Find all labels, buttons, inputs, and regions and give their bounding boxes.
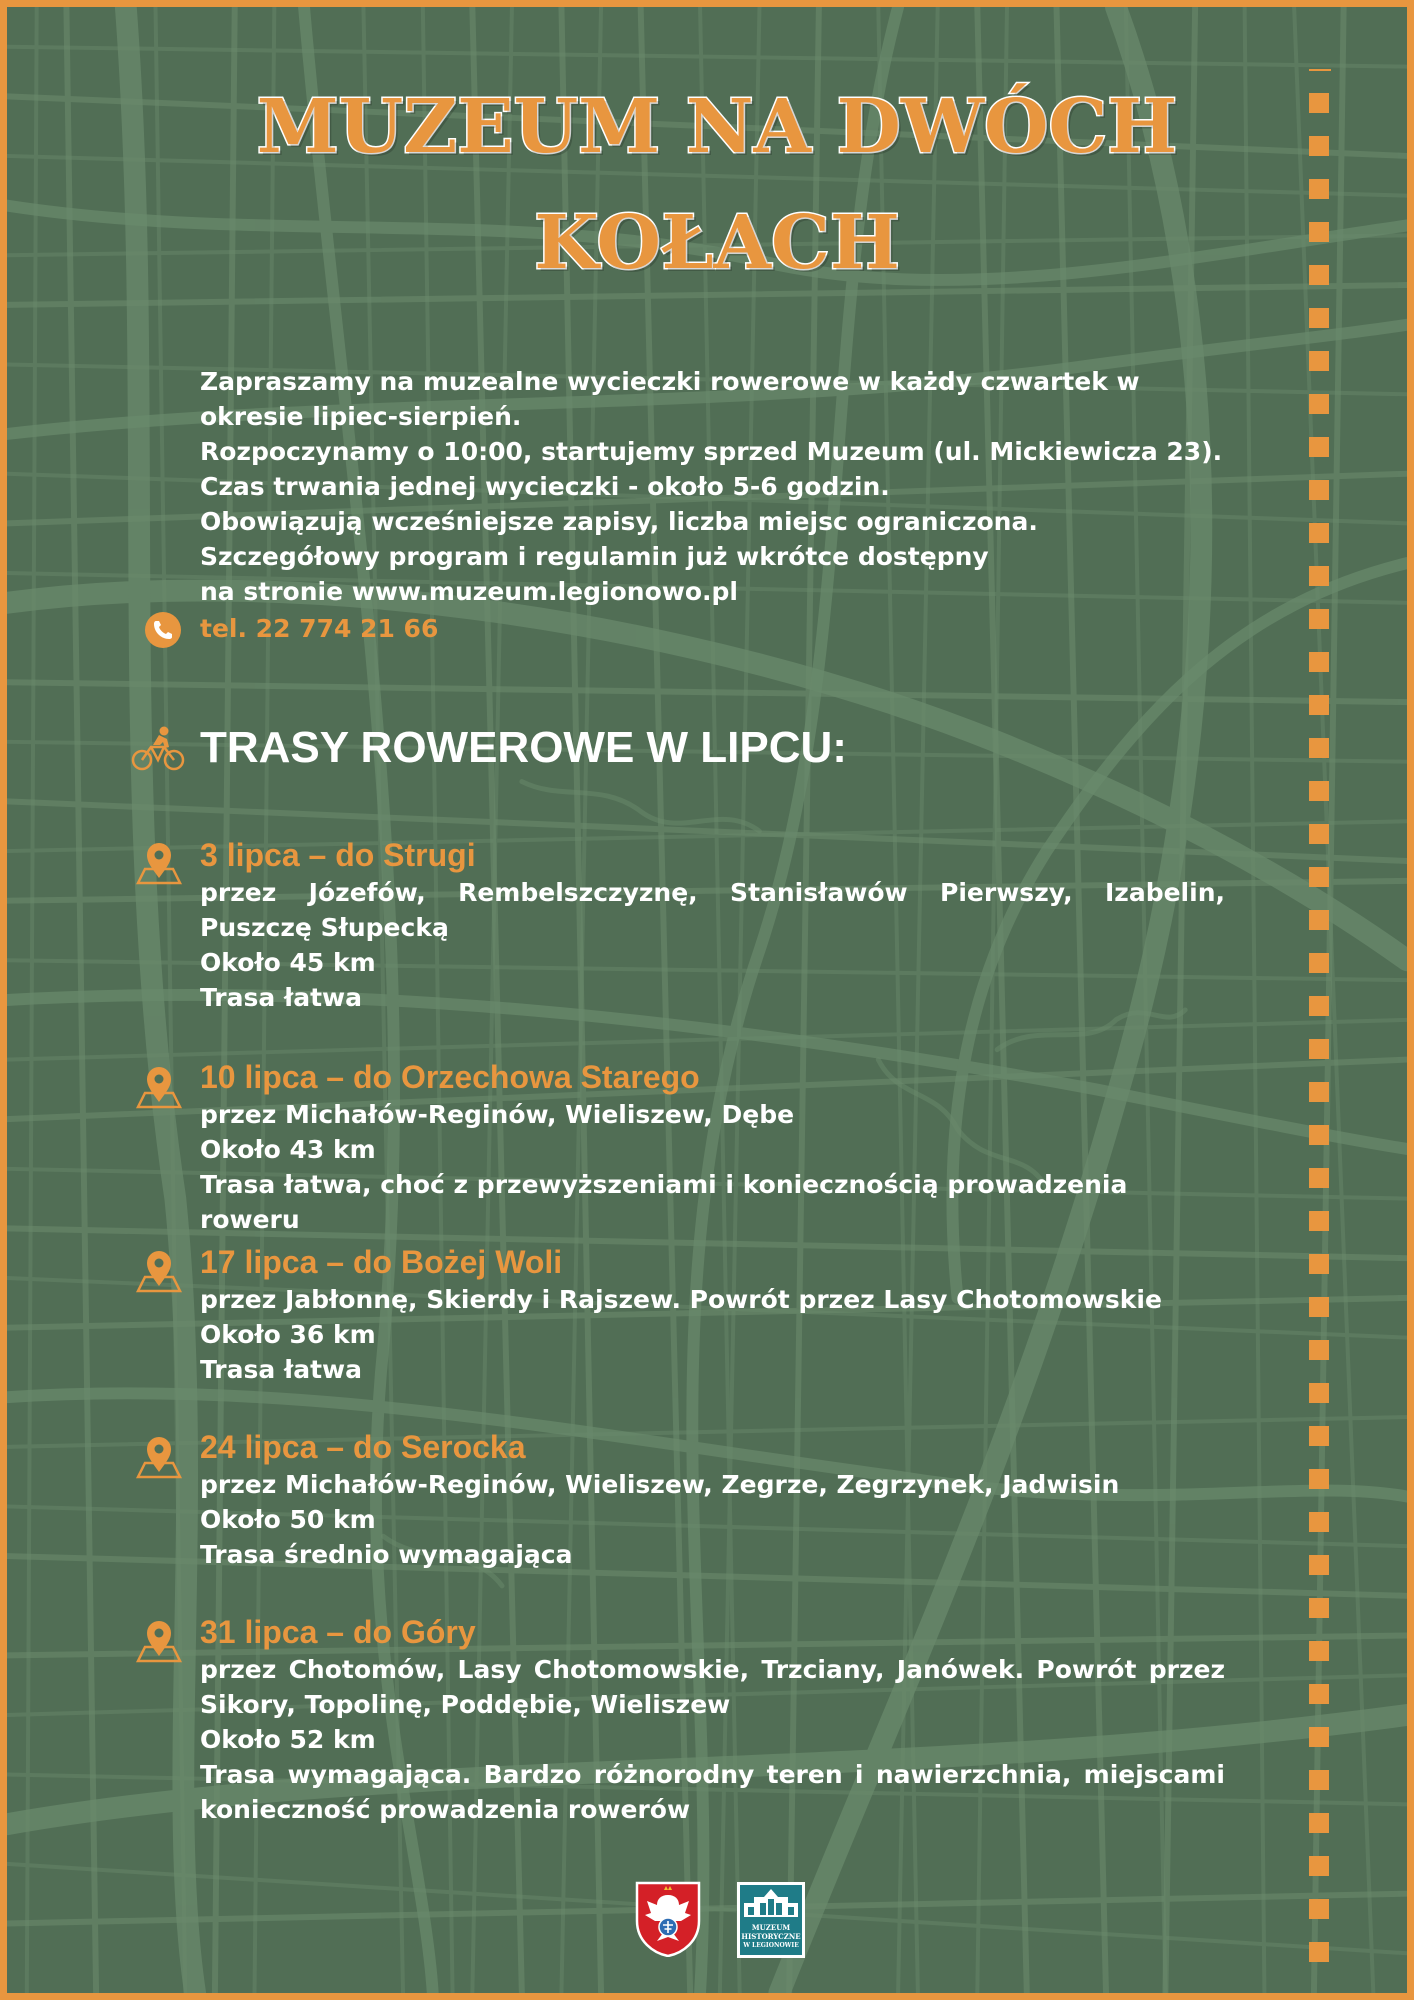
route-via: przez Jabłonnę, Skierdy i Rajszew. Powrót przez Lasy Chotomowskie [200,1285,1162,1314]
museum-logo-line: MUZEUM [751,1923,791,1932]
intro-text [200,364,1230,609]
side-dash [1309,1039,1329,1059]
side-dash [1309,1770,1329,1790]
route-distance: Około 50 km [200,1505,376,1534]
map-pin-icon [135,839,183,885]
map-pin-icon [135,1063,183,1109]
route-via: przez Józefów, Rembelszczyznę, Stanisławów Pierwszy, Izabelin, Puszczę Słupecką [200,878,1225,942]
title-line-1: MUZEUM NA DWÓCH [256,84,1178,170]
route-title: 10 lipca – do Orzechowa Starego [200,1059,700,1095]
museum-logo [736,1881,806,1959]
route-difficulty: Trasa łatwa [200,983,363,1012]
phone-number[interactable]: tel. 22 774 21 66 [200,614,439,643]
route-via: przez Michałów-Reginów, Wieliszew, Dębe [200,1100,795,1129]
cyclist-icon [131,725,185,771]
poster-title [157,69,1277,301]
museum-logo-text [740,1923,802,1950]
museum-logo-line: HISTORYCZNE [741,1932,801,1941]
title-line-2: KOŁACH [534,200,900,286]
side-dash [1309,1813,1329,1833]
side-dash [1309,1340,1329,1360]
route-item [200,1427,1225,1572]
side-dash [1309,308,1329,328]
route-via: przez Chotomów, Lasy Chotomowskie, Trzciany, Janówek. Powrót przez Sikory, Topolinę, Poddębie, Wieliszew [200,1655,1225,1719]
side-dash [1309,1082,1329,1102]
intro-line: Czas trwania jednej wycieczki - około 5-6 godzin. [200,472,890,501]
side-dash [1309,351,1329,371]
route-difficulty: Trasa łatwa, choć z przewyższeniami i koniecznością prowadzenia roweru [200,1170,1128,1234]
side-dash [1309,1942,1329,1962]
side-dash [1309,695,1329,715]
side-dash [1309,437,1329,457]
museum-logo-line: W LEGIONOWIE [743,1942,799,1949]
route-item [200,835,1225,1015]
route-difficulty: Trasa średnio wymagająca [200,1540,573,1569]
side-dash [1309,996,1329,1016]
side-dash [1309,1856,1329,1876]
route-difficulty: Trasa łatwa [200,1355,363,1384]
legionowo-coat-of-arms-logo [635,1881,701,1957]
side-dash [1309,1125,1329,1145]
route-via: przez Michałów-Reginów, Wieliszew, Zegrze, Zegrzynek, Jadwisin [200,1470,1120,1499]
side-dash [1309,1211,1329,1231]
side-dash [1309,1641,1329,1661]
phone-icon [144,611,182,649]
section-title: TRASY ROWEROWE W LIPCU: [200,723,847,772]
side-dash [1309,1684,1329,1704]
route-distance: Około 43 km [200,1135,376,1164]
side-dash [1309,136,1329,156]
side-dash [1309,179,1329,199]
intro-line: Zapraszamy na muzealne wycieczki rowerowe w każdy czwartek w okresie lipiec-sierpień. [200,367,1140,431]
side-dash [1309,953,1329,973]
side-dash [1309,1168,1329,1188]
side-dash [1309,910,1329,930]
side-dash [1309,1383,1329,1403]
route-distance: Około 45 km [200,948,376,977]
route-distance: Około 36 km [200,1320,376,1349]
side-dash [1309,1727,1329,1747]
side-dash [1309,1512,1329,1532]
side-dash [1309,265,1329,285]
side-dash [1309,1297,1329,1317]
side-dash [1309,1555,1329,1575]
route-difficulty: Trasa wymagająca. Bardzo różnorodny teren i nawierzchnia, miejscami konieczność prowadzenia rowerów [200,1760,1225,1824]
route-title: 24 lipca – do Serocka [200,1429,526,1465]
side-dash [1309,222,1329,242]
side-dash [1309,1899,1329,1919]
side-dash [1309,609,1329,629]
side-dash [1309,652,1329,672]
map-pin-icon [135,1433,183,1479]
map-pin-icon [135,1247,183,1293]
route-title: 31 lipca – do Góry [200,1614,476,1650]
route-distance: Około 52 km [200,1725,376,1754]
route-item [200,1057,1225,1237]
side-dash [1309,781,1329,801]
intro-line: Rozpoczynamy o 10:00, startujemy sprzed Muzeum (ul. Mickiewicza 23). [200,437,1223,466]
intro-line: na stronie www.muzeum.legionowo.pl [200,577,738,606]
side-dash [1309,1469,1329,1489]
route-title: 3 lipca – do Strugi [200,837,476,873]
side-dash [1309,1598,1329,1618]
side-dash [1309,1254,1329,1274]
side-dash [1309,738,1329,758]
side-dash [1309,394,1329,414]
intro-line: Szczegółowy program i regulamin już wkrótce dostępny [200,542,989,571]
side-dash [1309,566,1329,586]
route-item [200,1612,1225,1827]
side-dash [1309,867,1329,887]
map-pin-icon [135,1617,183,1663]
side-dash [1309,93,1329,113]
side-dash [1309,523,1329,543]
side-dash [1309,824,1329,844]
intro-line: Obowiązują wcześniejsze zapisy, liczba miejsc ograniczona. [200,507,1038,536]
route-title: 17 lipca – do Bożej Woli [200,1244,563,1280]
side-dash [1309,480,1329,500]
side-divider [1309,69,1331,71]
side-dash [1309,1426,1329,1446]
route-item [200,1242,1225,1387]
